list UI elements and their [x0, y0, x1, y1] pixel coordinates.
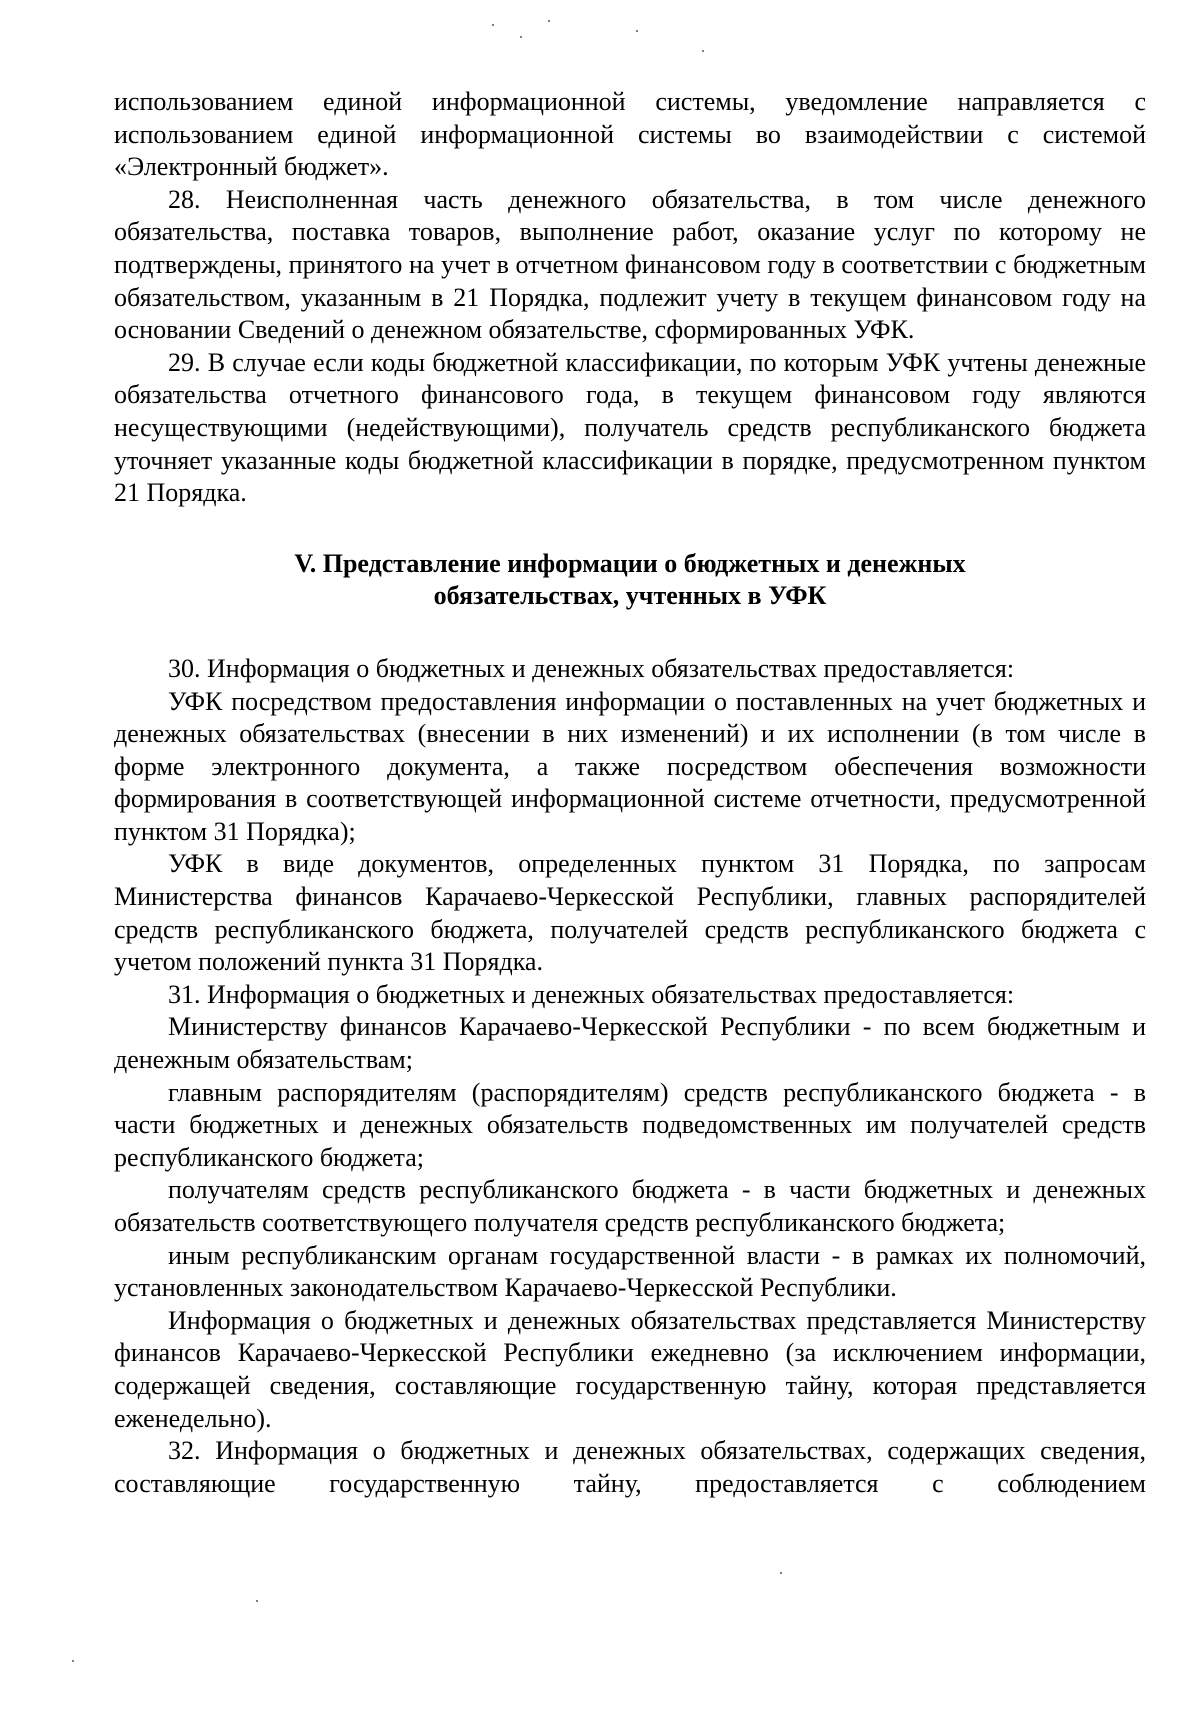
scan-speck — [72, 1660, 74, 1662]
scan-speck — [548, 20, 550, 22]
paragraph-31-schedule: Информация о бюджетных и денежных обязательствах представляется Министерству финансов Карачаево-Черкесской Республики ежедневно (за исключением информации, содержащей сведения, составляющие государственную тайну, которая представляется еженедельно). — [114, 1305, 1146, 1433]
scan-speck — [636, 30, 638, 32]
paragraph-31-item-2: главным распорядителям (распорядителям) средств республиканского бюджета - в части бюджетных и денежных обязательств подведомственных им получателей средств республиканского бюджета; — [114, 1077, 1146, 1172]
paragraph-28: 28. Неисполненная часть денежного обязательства, в том числе денежного обязательства, поставка товаров, выполнение работ, оказание услуг по которому не подтверждены, принятого на учет в отчетном финансовом году в соответствии с бюджетным обязательством, указанным в 21 Порядка, подлежит учету в текущем финансовом году на основании Сведений о денежном обязательстве, сформированных УФК. — [114, 184, 1146, 345]
scan-speck — [256, 1600, 258, 1602]
section-heading — [114, 548, 1146, 613]
paragraph-32: 32. Информация о бюджетных и денежных обязательствах, содержащих сведения, составляющие государственную тайну, предоставляется с соблюдением — [114, 1436, 1146, 1498]
scan-speck — [702, 50, 704, 52]
paragraph-continuation: использованием единой информационной системы, уведомление направляется с использованием единой информационной системы во взаимодействии с системой «Электронный бюджет». — [114, 87, 1146, 182]
section-heading-line-2: обязательствах, учтенных в УФК — [433, 581, 827, 611]
paragraph-30-item-1: УФК посредством предоставления информации о поставленных на учет бюджетных и денежных обязательствах (внесении в них изменений) и их исполнении (в том числе в форме электронного документа, а также посредством обеспечения возможности формирования в соответствующей информационной системе отчетности, предусмотренной пунктом 31 Порядка); — [114, 686, 1146, 846]
paragraph-31-item-3: получателям средств республиканского бюджета - в части бюджетных и денежных обязательств соответствующего получателя средств республиканского бюджета; — [114, 1175, 1146, 1237]
paragraph-31-item-1: Министерству финансов Карачаево-Черкесской Республики - по всем бюджетным и денежным обязательствам; — [114, 1012, 1146, 1075]
paragraph-29: 29. В случае если коды бюджетной классификации, по которым УФК учтены денежные обязательства отчетного финансового года, в текущем финансовом году являются несуществующими (недействующими), получатель средств республиканского бюджета уточняет указанные коды бюджетной классификации в порядке, предусмотренном пунктом 21 Порядка. — [114, 347, 1146, 508]
paragraph-31-item-4: иным республиканским органам государственной власти - в рамках их полномочий, установленных законодательством Карачаево-Черкесской Республики. — [114, 1240, 1146, 1303]
paragraph-31: 31. Информация о бюджетных и денежных обязательствах предоставляется: — [168, 979, 1015, 1009]
scan-speck — [780, 1572, 782, 1574]
scan-speck — [492, 24, 494, 26]
paragraph-30-item-2: УФК в виде документов, определенных пунктом 31 Порядка, по запросам Министерства финансов Карачаево-Черкесской Республики, главных распорядителей средств республиканского бюджета, получателей средств республиканского бюджета с учетом положений пункта 31 Порядка. — [114, 849, 1146, 977]
scan-speck — [520, 36, 522, 38]
paragraph-30: 30. Информация о бюджетных и денежных обязательствах предоставляется: — [168, 653, 1015, 683]
document-body — [114, 86, 1146, 1500]
section-heading-line-1: V. Представление информации о бюджетных и денежных — [294, 548, 966, 578]
